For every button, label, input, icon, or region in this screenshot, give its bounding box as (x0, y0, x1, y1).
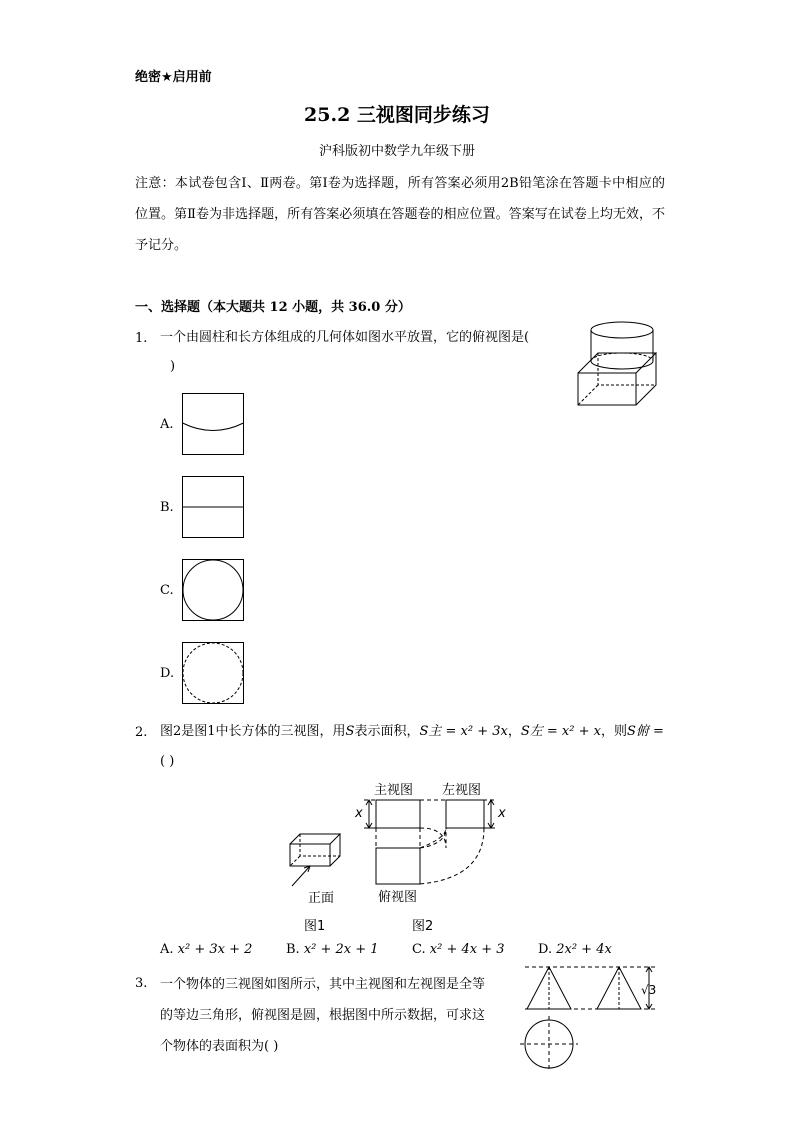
q1-option-a-figure[interactable] (182, 393, 244, 455)
q2-x-label-left: x (355, 806, 363, 821)
q2-x-label-right: x (498, 806, 506, 821)
exam-notice: 注意：本试卷包含Ⅰ、Ⅱ两卷。第Ⅰ卷为选择题，所有答案必须用2B铅笔涂在答题卡中相应的位置。第Ⅱ卷为非选择题，所有答案必须填在答题卷的相应位置。答案写在试卷上均无效，不予记分。 (135, 176, 665, 253)
q2-option-d-label: D. (538, 942, 553, 957)
q2-option-c-label: C. (412, 942, 426, 957)
section-title: 一、选择题（本大题共 12 小题，共 36.0 分） (135, 300, 411, 315)
q1-text: 一个由圆柱和长方体组成的几何体如图水平放置，它的俯视图是( (160, 330, 530, 345)
q2-option-c-expr: x² + 4x + 3 (429, 942, 505, 957)
q2-paren: ( ) (160, 754, 175, 769)
q1-option-d-label[interactable]: D. (160, 666, 175, 681)
q2-s-symbol: S (345, 724, 355, 739)
q2-option-b-label: B. (286, 942, 300, 957)
q1-option-d-figure[interactable] (182, 642, 244, 704)
q2-text-mid: 表示面积， (354, 724, 420, 739)
q3-three-views-figure (515, 962, 665, 1072)
q1-text-close: ) (170, 359, 176, 374)
q2-front-view-label: 主视图 (374, 783, 414, 798)
q1-option-b-label[interactable]: B. (160, 500, 174, 515)
q2-fig2-label: 图2 (412, 919, 434, 934)
page-subtitle: 沪科版初中数学九年级下册 (318, 144, 475, 159)
q2-option-b-expr: x² + 2x + 1 (303, 942, 379, 957)
q1-option-c-figure[interactable] (182, 559, 244, 621)
q2-text-post: ，则 (600, 724, 627, 739)
q1-number: 1. (135, 331, 148, 346)
q2-sep: ， (507, 724, 521, 739)
q2-three-views-figure (280, 778, 520, 936)
q1-option-b-figure[interactable] (182, 476, 244, 538)
q2-text-pre: 图2是图1中长方体的三视图，用 (160, 724, 346, 739)
q3-text (160, 969, 510, 1062)
q2-option-a-label: A. (160, 942, 174, 957)
q3-line2: 的等边三角形，俯视图是圆，根据图中所示数据，可求这 (160, 1008, 486, 1023)
page-title: 25.2 三视图同步练习 (304, 104, 490, 126)
confidential-label: 绝密★启用前 (135, 70, 212, 85)
q2-option-a[interactable] (160, 936, 252, 964)
q3-height-label: √3 (641, 983, 657, 997)
q2-option-c[interactable] (412, 936, 505, 964)
q2-left-view-label: 左视图 (442, 783, 482, 798)
q2-front-face-label: 正面 (308, 891, 335, 906)
q2-option-d-expr: 2x² + 4x (556, 942, 612, 957)
q2-text (160, 718, 664, 746)
q2-s-left: S左 = x² + x (520, 724, 601, 739)
q2-s-main: S主 = x² + 3x (419, 724, 508, 739)
q2-s-top: S俯 = (626, 724, 664, 739)
q1-option-c-label[interactable]: C. (160, 583, 174, 598)
q3-line1: 一个物体的三视图如图所示，其中主视图和左视图是全等 (160, 977, 486, 992)
q2-number: 2. (135, 725, 148, 740)
q2-top-view-label: 俯视图 (378, 890, 418, 905)
q2-option-a-expr: x² + 3x + 2 (177, 942, 253, 957)
q2-option-d[interactable] (538, 936, 612, 964)
q3-number: 3. (135, 976, 148, 991)
q2-option-b[interactable] (286, 936, 379, 964)
q1-option-a-label[interactable]: A. (160, 417, 174, 432)
q3-line3: 个物体的表面积为( ) (160, 1039, 279, 1054)
q1-solid-figure (570, 318, 665, 410)
q2-fig1-label: 图1 (304, 919, 326, 934)
